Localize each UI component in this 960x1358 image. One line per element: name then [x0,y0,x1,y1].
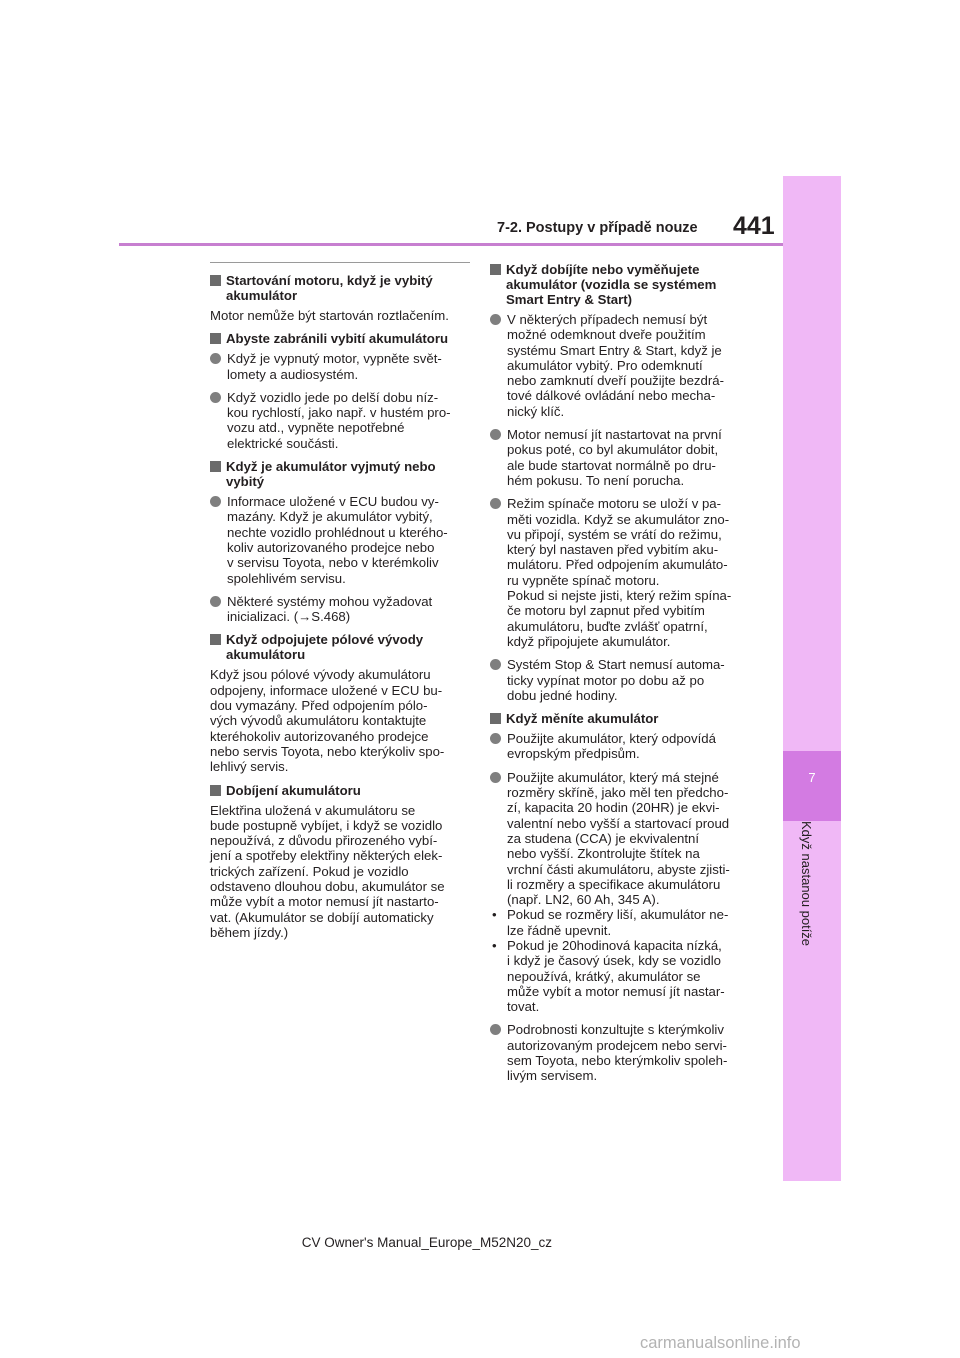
section-heading: Když měníte akumulátor [490,711,758,726]
page-number: 441 [733,212,775,240]
square-bullet-icon [210,634,221,645]
chapter-title-text: Když nastanou potíže [799,821,814,947]
section-title: 7-2. Postupy v případě nouze [497,220,698,236]
chapter-title [799,821,823,1181]
bullet-item: Informace uložené v ECU budou vy- mazány. Když je akumulátor vybitý, nechte vozidlo prohlédnout u kterého- koliv autorizovaného prodejce nebo v servisu Toyota, nebo v kterémkoliv spolehlivém servisu. [210,494,470,586]
paragraph: Když jsou pólové vývody akumulátoru odpojeny, informace uložené v ECU bu- dou vymazány. Před odpojením pólo- vých vývodů akumulátoru kontaktujte kteréhokoliv autorizovaného prodejce nebo servis Toyota, nebo kterýkoliv spo- lehlivý servis. [210,667,445,775]
sub-bullet-item: • Pokud se rozměry liší, akumulátor ne- lze řádně upevnit. [492,907,729,938]
right-column [490,262,758,1092]
square-bullet-icon [210,461,221,472]
circle-bullet-icon [490,429,501,440]
bullet-item: Režim spínače motoru se uloží v pa- měti vozidla. Když se akumulátor zno- vu připojí, systém se vrátí do režimu, který byl nastaven před vybitím aku- mulátoru. Před odpojením akumuláto- ru vypněte spínač motoru. Pokud si nejste jisti, který režim spína- če motoru byl zapnut před vybitím akumulátoru, buďte zvlášť opatrní, když připojujete akumulátor. [490,496,758,649]
bullet-item: Použijte akumulátor, který má stejné rozměry skříně, jako měl ten předcho- zí, kapacita 20 hodin (20HR) je ekvi- valentní nebo vyšší a startovací proud za studena (CCA) je ekvivalentní nebo vyšší. Zkontrolujte štítek na vrchní části akumulátoru, abyste zjisti- li rozměry a specifikace akumulátoru (např. LN2, 60 Ah, 345 A). [490,770,758,908]
section-heading: Když je akumulátor vyjmutý nebo vybitý [210,459,470,489]
circle-bullet-icon [490,733,501,744]
sub-bullet-item: • Pokud je 20hodinová kapacita nízká, i když je časový úsek, kdy se vozidlo nepoužívá, krátký, akumulátor se může vybít a motor nemusí jít nastar- tovat. [492,937,725,1015]
section-heading: Abyste zabránili vybití akumulátoru [210,331,470,346]
square-bullet-icon [490,264,501,275]
header-rule [119,243,783,246]
section-heading: Když odpojujete pólové vývody akumulátoru [210,632,470,662]
column-divider [210,262,470,263]
bullet-item: Motor nemusí jít nastartovat na první pokus poté, co byl akumulátor dobit, ale bude startovat normálně po dru- hém pokusu. To není porucha. [490,427,758,488]
circle-bullet-icon [490,498,501,509]
bullet-item: V některých případech nemusí být možné odemknout dveře použitím systému Smart Entry & Start, když je akumulátor vybitý. Pro odemknutí nebo zamknutí dveří použijte bezdrá- tové dálkové ovládání nebo mecha- nický klíč. [490,312,758,419]
circle-bullet-icon [210,496,221,507]
chapter-number: 7 [808,770,816,785]
circle-bullet-icon [490,314,501,325]
section-heading: Startování motoru, když je vybitý akumulátor [210,273,470,303]
footer-text: CV Owner's Manual_Europe_M52N20_cz [301,1235,552,1250]
paragraph: Motor nemůže být startován roztlačením. [210,308,449,323]
square-bullet-icon [210,785,221,796]
dot-marker: • [492,937,497,953]
circle-bullet-icon [490,1024,501,1035]
watermark: carmanualsonline.info [640,1334,801,1352]
bullet-item: Některé systémy mohou vyžadovat inicializaci. (→S.468) [210,594,470,625]
bullet-item: Podrobnosti konzultujte s kterýmkoliv autorizovaným prodejcem nebo servi- sem Toyota, nebo kterýmkoliv spoleh- livým servisem. [490,1022,758,1083]
chapter-tab-marker [783,751,841,821]
square-bullet-icon [210,333,221,344]
section-heading: Když dobíjíte nebo vyměňujete akumulátor (vozidla se systémem Smart Entry & Start) [490,262,758,307]
bullet-item: Použijte akumulátor, který odpovídá evropským předpisům. [490,731,758,762]
bullet-item: Když vozidlo jede po delší dobu níz- kou rychlostí, jako např. v hustém pro- vozu atd., vypněte nepotřebné elektrické součásti. [210,390,470,451]
circle-bullet-icon [210,392,221,403]
square-bullet-icon [490,713,501,724]
paragraph: Elektřina uložená v akumulátoru se bude postupně vybíjet, i když se vozidlo nepoužívá, z důvodu přirozeného vybí- jení a spotřeby elektřiny některých elek- trických zařízení. Pokud je vozidlo odstaveno dlouhou dobu, akumulátor se může vybít a motor nemusí jít nastarto- vat. (Akumulátor se dobíjí automaticky během jízdy.) [210,802,445,940]
circle-bullet-icon [210,596,221,607]
bullet-item: Systém Stop & Start nemusí automa- ticky vypínat motor po dobu až po dobu jedné hodiny. [490,657,758,703]
section-heading: Dobíjení akumulátoru [210,783,470,798]
circle-bullet-icon [210,353,221,364]
square-bullet-icon [210,275,221,286]
circle-bullet-icon [490,772,501,783]
bullet-item: Když je vypnutý motor, vypněte svět- lomety a audiosystém. [210,351,470,382]
left-column [210,262,470,948]
circle-bullet-icon [490,659,501,670]
dot-marker: • [492,907,497,923]
